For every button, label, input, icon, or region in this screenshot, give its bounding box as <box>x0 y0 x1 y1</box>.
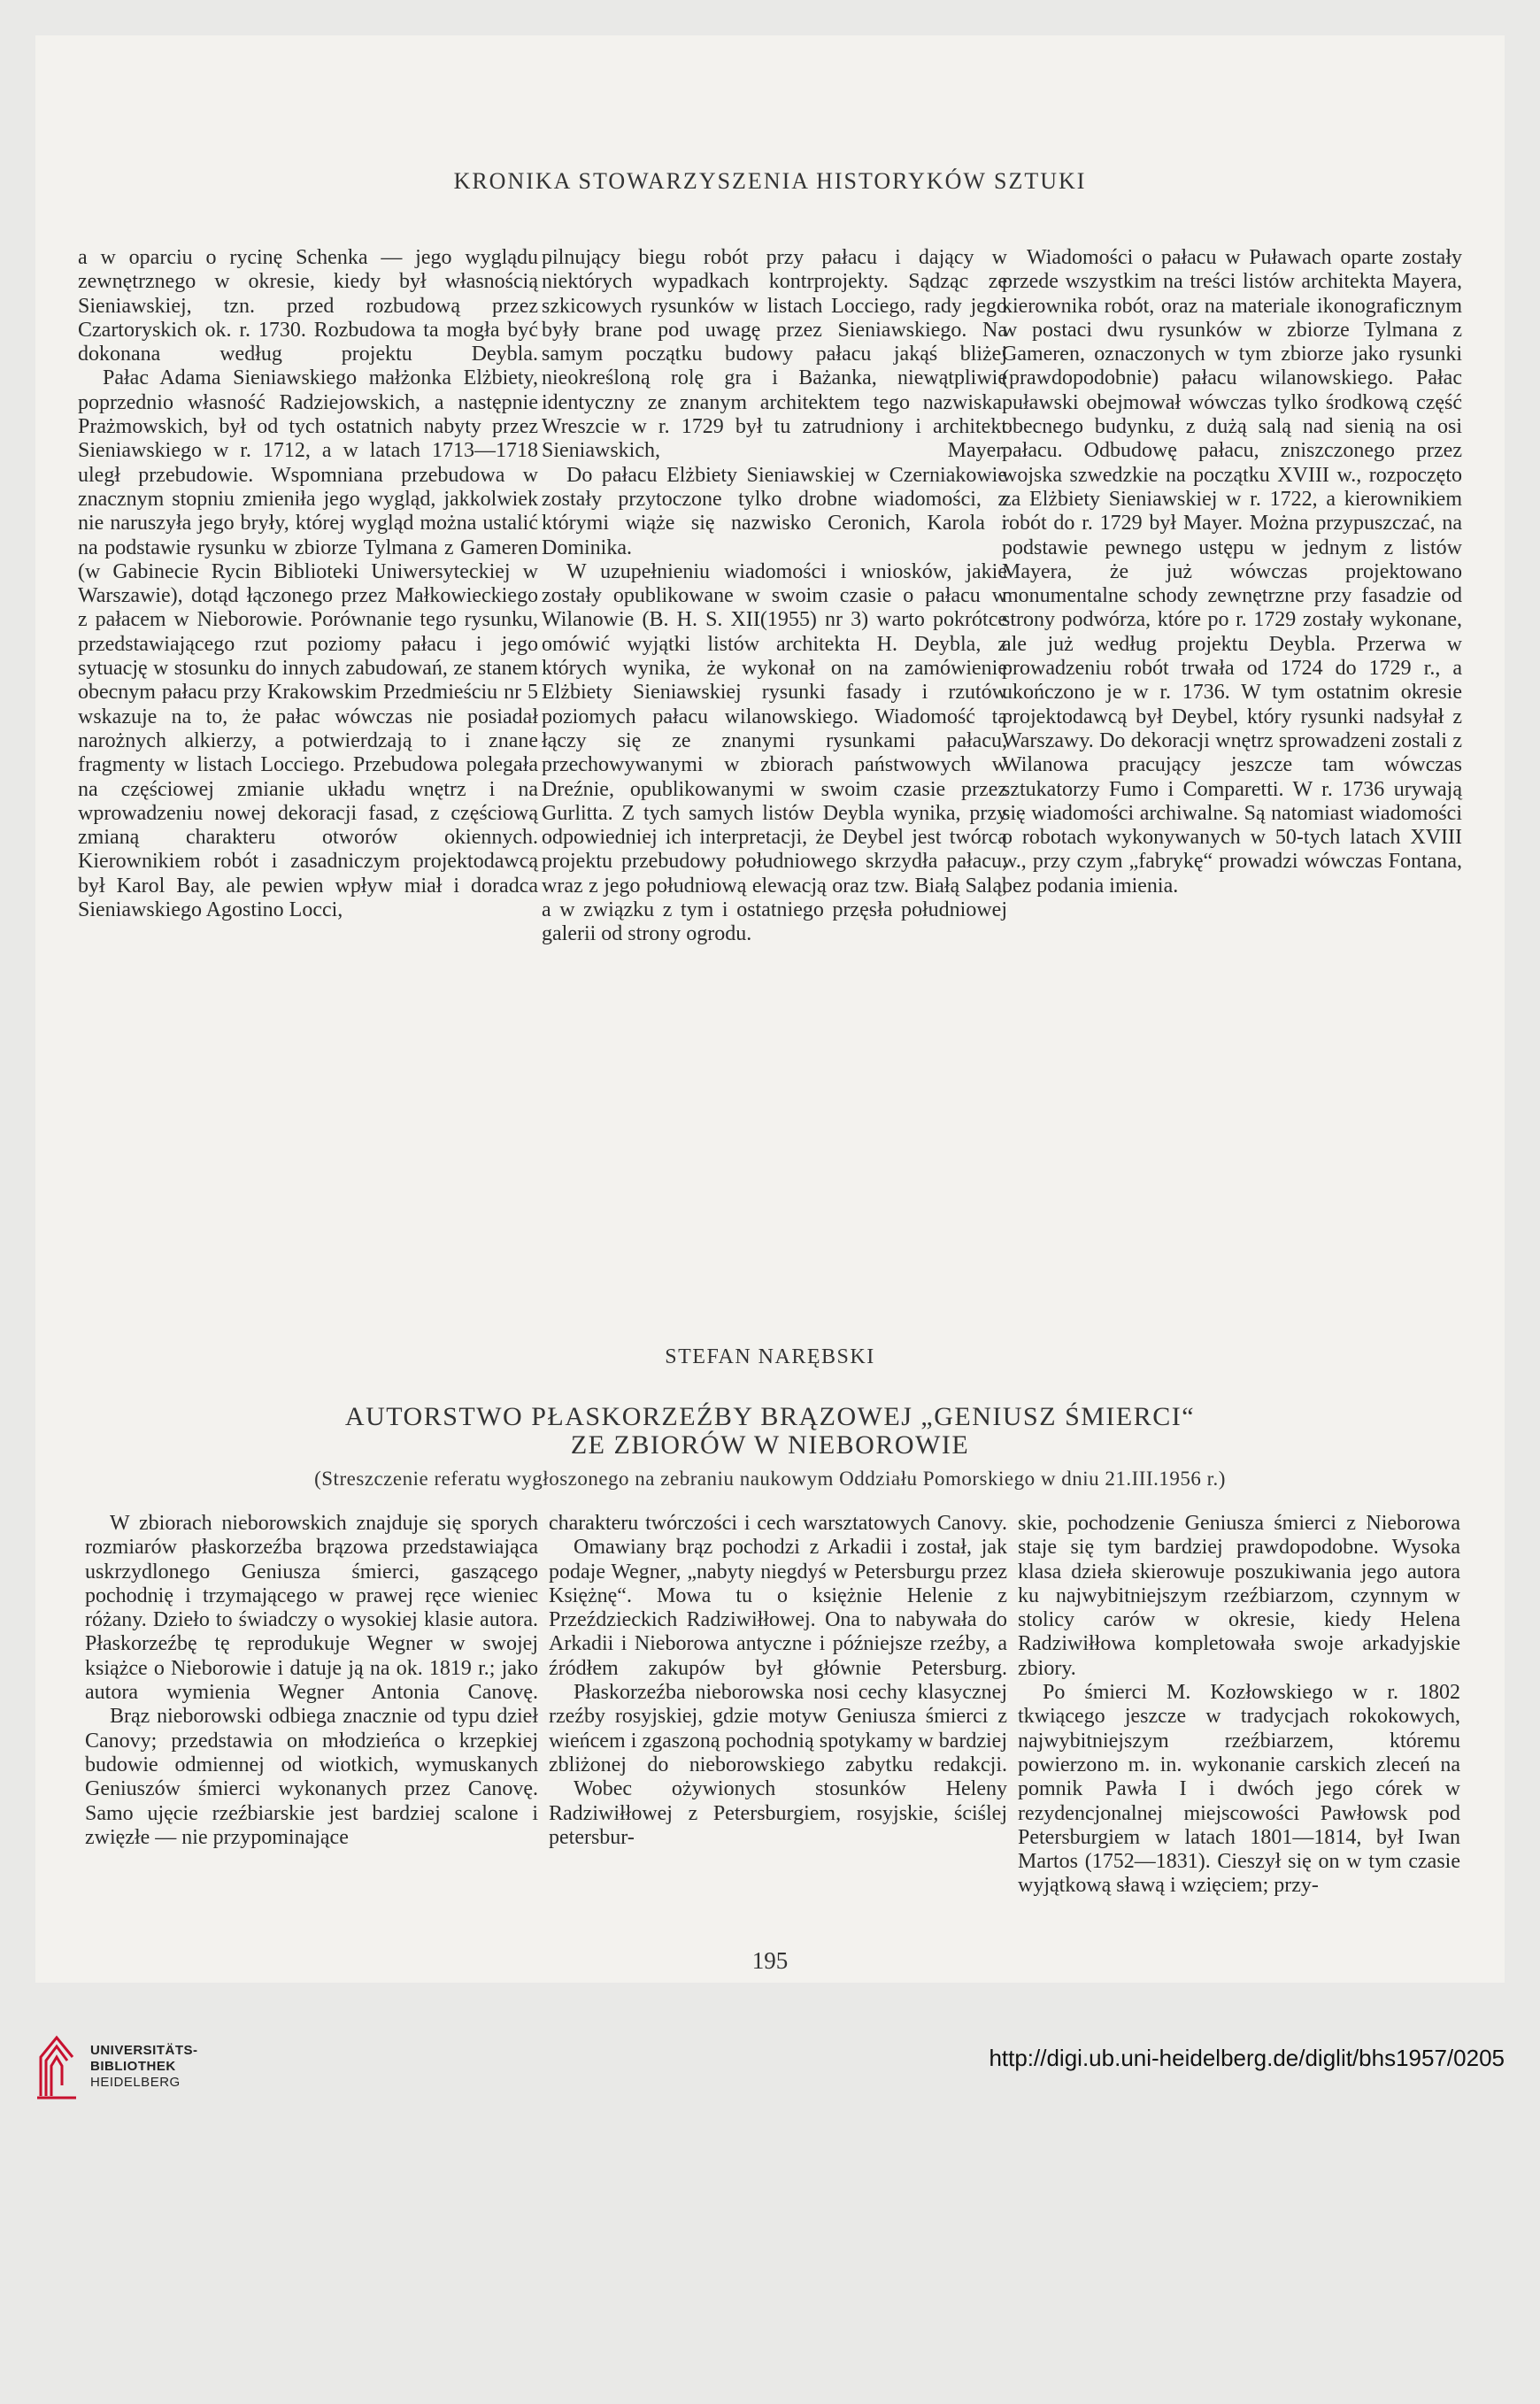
paragraph: skie, pochodzenie Geniusza śmierci z Nieborowa staje się tym bardziej prawdopodobne. Wysoka klasa dzieła skierowuje poszukiwania jego autora ku najwybitniejszym rzeźbiarzom, czynnym w stolicy carów w okresie, kiedy Helena Radziwiłłowa kompletowała swoje arkadyjskie zbiory. <box>1018 1512 1460 1680</box>
top-column-3 <box>1002 246 1462 898</box>
running-head: KRONIKA STOWARZYSZENIA HISTORYKÓW SZTUKI <box>453 168 1087 194</box>
article-column-2 <box>549 1512 1007 1850</box>
paragraph: Płaskorzeźba nieborowska nosi cechy klasycznej rzeźby rosyjskiej, gdzie motyw Geniusza śmierci z wieńcem i zgaszoną pochodnią spotykamy w bardziej zbliżonej do nieborowskiego zabytku redakcji. <box>549 1681 1007 1776</box>
paragraph: Wobec ożywionych stosunków Heleny Radziwiłłowej z Petersburgiem, rosyjskie, ściślej petersbur- <box>549 1777 1007 1849</box>
paragraph: Po śmierci M. Kozłowskiego w r. 1802 tkwiącego jeszcze w tradycjach rokokowych, najwybitniejszym rzeźbiarzem, któremu powierzono m. in. wykonanie carskich zleceń na pomnik Pawła I i dwóch jego córek w rezydencjonalnej miejscowości Pawłowsk pod Petersburgiem w latach 1801—1814, był Iwan Martos (1752—1831). Cieszył się on w tym czasie wyjątkową sławą i wzięciem; przy- <box>1018 1681 1460 1898</box>
paragraph: Pałac Adama Sieniawskiego małżonka Elżbiety, poprzednio własność Radziejowskich, a następnie Prażmowskich, był od tych ostatnich nabyty przez Sieniawskiego w r. 1712, a w latach 1713—1718 uległ przebudowie. Wspomniana przebudowa w znacznym stopniu zmieniła jego wygląd, jakkolwiek nie naruszyła jego bryły, której wygląd można ustalić na podstawie rysunku w zbiorze Tylmana z Gameren (w Gabinecie Rycin Biblioteki Uniwersyteckiej w Warszawie), dotąd łączonego przez Małkowieckiego z pałacem w Nieborowie. Porównanie tego rysunku, przedstawiającego rzut poziomy pałacu i jego sytuację w stosunku do innych zabudowań, ze stanem obecnym pałacu przy Krakowskim Przedmieściu nr 5 wskazuje na to, że pałac wówczas nie posiadał narożnych alkierzy, a potwierdzają to i znane fragmenty w listach Locciego. Przebudowa polegała na częściowej zmianie układu wnętrz i na wprowadzeniu nowej dekoracji fasad, z częściową zmianą charakteru otworów okiennych. Kierownikiem robót i zasadniczym projektodawcą był Karol Bay, ale pewien wpływ miał i doradca Sieniawskiego Agostino Locci, <box>78 366 538 922</box>
library-name-line-1: UNIVERSITÄTS- <box>90 2043 198 2058</box>
article-title <box>35 1403 1505 1460</box>
article-subtitle: (Streszczenie referatu wygłoszonego na zebraniu naukowym Oddziału Pomorskiego w dniu 21.III.1956 r.) <box>314 1468 1226 1490</box>
paragraph: Wiadomości o pałacu w Puławach oparte zostały przede wszystkim na treści listów architekta Mayera, kierownika robót, oraz na materiale ikonograficznym w postaci dwu rysunków w zbiorze Tylmana z Gameren, oznaczonych w tym zbiorze jako rysunki (prawdopodobnie) pałacu wilanowskiego. Pałac puławski obejmował wówczas tylko środkową część obecnego budynku, z dużą salą nad sienią na osi pałacu. Odbudowę pałacu, zniszczonego przez wojska szwedzkie na początku XVIII w., rozpoczęto za Elżbiety Sieniawskiej w r. 1722, a kierownikiem robót do r. 1729 był Mayer. Można przypuszczać, na podstawie pewnego ustępu w jednym z listów Mayera, że już wówczas projektowano monumentalne schody zewnętrzne przy fasadzie od strony podwórza, które po r. 1729 zostały wykonane, ale już według projektu Deybla. Przerwa w prowadzeniu robót trwała od 1724 do 1729 r., a ukończono je w r. 1736. W tym ostatnim okresie projektodawcą był Deybel, który rysunki nadsyłał z Warszawy. Do dekoracji wnętrz sprowadzeni zostali z Wilanowa pracujący jeszcze tam wówczas sztukatorzy Fumo i Comparetti. W r. 1736 urywają się wiadomości archiwalne. Są natomiast wiadomości o robotach wykonywanych w 50-tych latach XVIII w., przy czym „fabrykę“ prowadzi wówczas Fontana, bez podania imienia. <box>1002 246 1462 898</box>
paragraph: W zbiorach nieborowskich znajduje się sporych rozmiarów płaskorzeźba brązowa przedstawiająca uskrzydlonego Geniusza śmierci, gaszącego pochodnię i trzymającego w prawej ręce wieniec różany. Dzieło to świadczy o wysokiej klasie autora. Płaskorzeźbę tę reprodukuje Wegner w swojej książce o Nieborowie i datuje ją na ok. 1819 r.; jako autora wymienia Wegner Antonia Canovę. <box>85 1512 538 1705</box>
library-emblem-icon <box>35 2032 78 2101</box>
top-column-2 <box>542 246 1007 947</box>
article-column-1 <box>85 1512 538 1850</box>
article-column-3 <box>1018 1512 1460 1899</box>
paragraph: W uzupełnieniu wiadomości i wniosków, jakie zostały opublikowane w swoim czasie o pałacu w Wilanowie (B. H. S. XII(1955) nr 3) warto pokrótce omówić wyjątki listów architekta H. Deybla, z których wynika, że wykonał on na zamówienie Elżbiety Sieniawskiej rysunki fasady i rzutów poziomych pałacu wilanowskiego. Wiadomość ta łączy się ze znanymi rysunkami pałacu, przechowywanymi w zbiorach państwowych w Dreźnie, opublikowanymi w swoim czasie przez Gurlitta. Z tych samych listów Deybla wynika, przy odpowiedniej ich interpretacji, że Deybel jest twórcą projektu przebudowy południowego skrzydła pałacu, wraz z jego południową elewacją oraz tzw. Białą Salą, a w związku z tym i ostatniego przęsła południowej galerii od strony ogrodu. <box>542 559 1007 946</box>
source-url-link[interactable]: http://digi.ub.uni-heidelberg.de/diglit/bhs1957/0205 <box>989 2045 1505 2071</box>
library-logo[interactable] <box>35 2027 327 2107</box>
paragraph: Brąz nieborowski odbiega znacznie od typu dzieł Canovy; przedstawia on młodzieńca o krzepkiej budowie odmiennej od wiotkich, wymuskanych Geniuszów śmierci wykonanych przez Canovę. Samo ujęcie rzeźbiarskie jest bardziej scalone i zwięzłe — nie przypominające <box>85 1705 538 1849</box>
article-title-line-2: ZE ZBIORÓW W NIEBOROWIE <box>570 1430 970 1460</box>
paragraph: a w oparciu o rycinę Schenka — jego wyglądu zewnętrznego w okresie, kiedy był własnością Sieniawskiej, tzn. przed rozbudową przez Czartoryskich ok. r. 1730. Rozbudowa ta mogła być dokonana według projektu Deybla. <box>78 246 538 366</box>
paragraph: charakteru twórczości i cech warsztatowych Canovy. <box>549 1512 1007 1535</box>
digitization-footer <box>0 1983 1540 2404</box>
article-title-line-1: AUTORSTWO PŁASKORZEŹBY BRĄZOWEJ „GENIUSZ ŚMIERCI“ <box>344 1402 1196 1431</box>
paragraph: Omawiany brąz pochodzi z Arkadii i został, jak podaje Wegner, „nabyty niegdyś w Petersburgu przez Księżnę“. Mowa tu o księżnie Helenie z Przeździeckich Radziwiłłowej. Ona to nabywała do Arkadii i Nieborowa antyczne i późniejsze rzeźby, a źródłem zakupów był głównie Petersburg. <box>549 1536 1007 1680</box>
library-name <box>90 2043 198 2091</box>
article-author: STEFAN NARĘBSKI <box>665 1345 875 1368</box>
scanned-page <box>35 35 1505 1983</box>
top-column-1 <box>78 246 538 922</box>
paragraph: Do pałacu Elżbiety Sieniawskiej w Czerniakowie zostały przytoczone tylko drobne wiadomości, z którymi wiąże się nazwisko Ceronich, Karola i Dominika. <box>542 463 1007 559</box>
library-name-line-3: HEIDELBERG <box>90 2075 181 2090</box>
library-name-line-2: BIBLIOTHEK <box>90 2059 176 2074</box>
page-number: 195 <box>751 1947 789 1974</box>
paragraph: pilnujący biegu robót przy pałacu i dający w niektórych wypadkach kontrprojekty. Sądząc ze szkicowych rysunków w listach Locciego, rady jego były brane pod uwagę przez Sieniawskiego. Na samym początku budowy pałacu jakąś bliżej nieokreśloną rolę gra i Bażanka, niewątpliwie identyczny ze znanym architektem tego nazwiska. Wreszcie w r. 1729 był tu zatrudniony i architekt Sieniawskich, Mayer. <box>542 246 1007 463</box>
